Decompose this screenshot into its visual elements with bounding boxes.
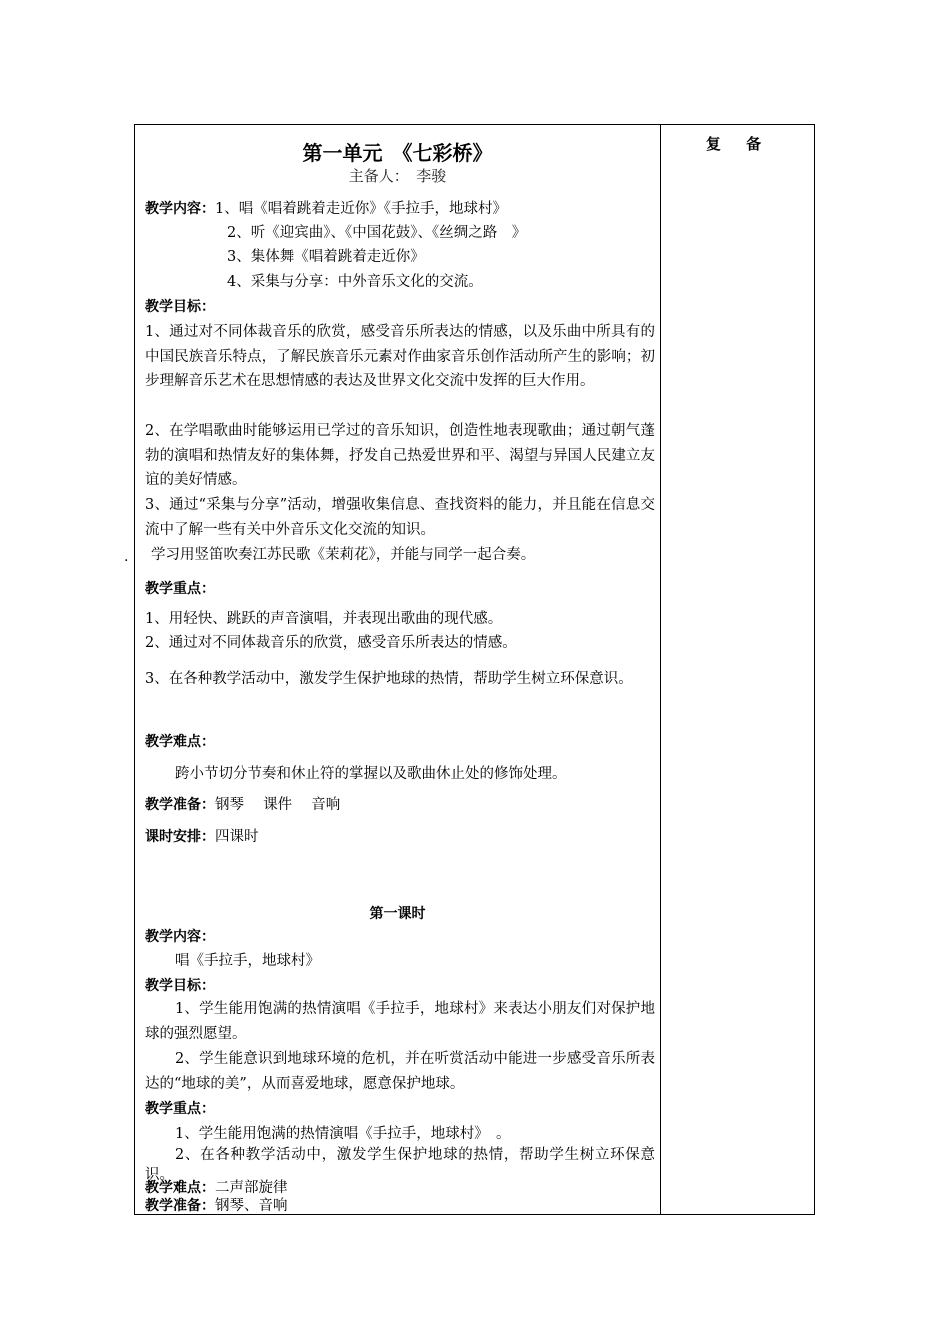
content-label: 教学内容： <box>145 201 215 217</box>
preparer-line: 主备人： 李骏 <box>348 167 447 185</box>
l1-goal-2: 2、学生能意识到地球环境的危机，并在听赏活动中能进一步感受音乐所表达的“地球的美”，从而喜爱地球，愿意保护地球。 <box>145 1051 655 1092</box>
content-line-1 <box>145 200 507 218</box>
prep-line <box>145 796 340 814</box>
schedule-label: 课时安排： <box>145 829 215 845</box>
l1-prep-label: 教学准备： <box>145 1198 215 1214</box>
l1-key-1: 1、学生能用饱满的热情演唱《手拉手，地球村》 。 <box>175 1126 511 1142</box>
l1-prep-text: 钢琴、音响 <box>215 1198 288 1214</box>
review-column-header: 复 备 <box>705 135 772 153</box>
schedule-line <box>145 828 259 846</box>
difficulty-text: 跨小节切分节奏和休止符的掌握以及歌曲休止处的修饰处理。 <box>175 766 567 782</box>
content-item-3: 3、集体舞《唱着跳着走近你》 <box>227 249 425 265</box>
prep-text: 钢琴 课件 音响 <box>215 797 341 813</box>
content-item-1: 1、唱《唱着跳着走近你》《手拉手，地球村》 <box>215 201 507 217</box>
unit-title: 第一单元 《七彩桥》 <box>302 141 493 165</box>
goal-4: 学习用竖笛吹奏江苏民歌《茉莉花》，并能与同学一起合奏。 <box>151 547 536 563</box>
l1-content-text: 唱《手拉手，地球村》 <box>175 953 320 969</box>
goals-label: 教学目标： <box>145 299 215 315</box>
l1-goals-label: 教学目标： <box>145 978 215 994</box>
l1-difficulty-text: 二声部旋律 <box>215 1180 288 1196</box>
margin-dot: . <box>124 549 129 565</box>
key-label: 教学重点： <box>145 581 215 597</box>
l1-content-label: 教学内容： <box>145 929 215 945</box>
key-2: 2、通过对不同体裁音乐的欣赏，感受音乐所表达的情感。 <box>145 635 517 651</box>
l1-key-label: 教学重点： <box>145 1101 215 1117</box>
l1-goal-1: 1、学生能用饱满的热情演唱《手拉手，地球村》来表达小朋友们对保护地球的强烈愿望。 <box>145 1001 655 1042</box>
goal-3: 3、通过“采集与分享”活动，增强收集信息、查找资料的能力，并且能在信息交流中了解一些有关中外音乐文化交流的知识。 <box>145 497 655 538</box>
l1-difficulty-label: 教学难点： <box>145 1180 215 1196</box>
content-item-4: 4、采集与分享：中外音乐文化的交流。 <box>227 274 483 290</box>
content-item-2: 2、听《迎宾曲》、《中国花鼓》、《丝绸之路 》 <box>227 225 527 241</box>
lesson-plan-table <box>134 124 815 1215</box>
prep-label: 教学准备： <box>145 797 215 813</box>
l1-key-2: 2、在各种教学活动中，激发学生保护地球的热情，帮助学生树立环保意识。 <box>145 1147 655 1183</box>
main-column <box>135 125 660 1214</box>
l1-difficulty-line <box>145 1179 288 1197</box>
key-3: 3、在各种教学活动中，激发学生保护地球的热情，帮助学生树立环保意识。 <box>145 671 633 687</box>
goal-1: 1、通过对不同体裁音乐的欣赏，感受音乐所表达的情感，以及乐曲中所具有的中国民族音乐特点，了解民族音乐元素对作曲家音乐创作活动所产生的影响；初步理解音乐艺术在思想情感的表达及世界文化交流中发挥的巨大作用。 <box>145 324 655 389</box>
lesson-1-title: 第一课时 <box>369 906 426 922</box>
column-divider <box>660 125 661 1214</box>
difficulty-label: 教学难点： <box>145 734 215 750</box>
l1-prep-line <box>145 1197 288 1215</box>
schedule-text: 四课时 <box>215 829 259 845</box>
goal-2: 2、在学唱歌曲时能够运用已学过的音乐知识，创造性地表现歌曲；通过朝气蓬勃的演唱和热情友好的集体舞，抒发自己热爱世界和平、渴望与异国人民建立友谊的美好情感。 <box>145 423 655 488</box>
key-1: 1、用轻快、跳跃的声音演唱，并表现出歌曲的现代感。 <box>145 611 503 627</box>
